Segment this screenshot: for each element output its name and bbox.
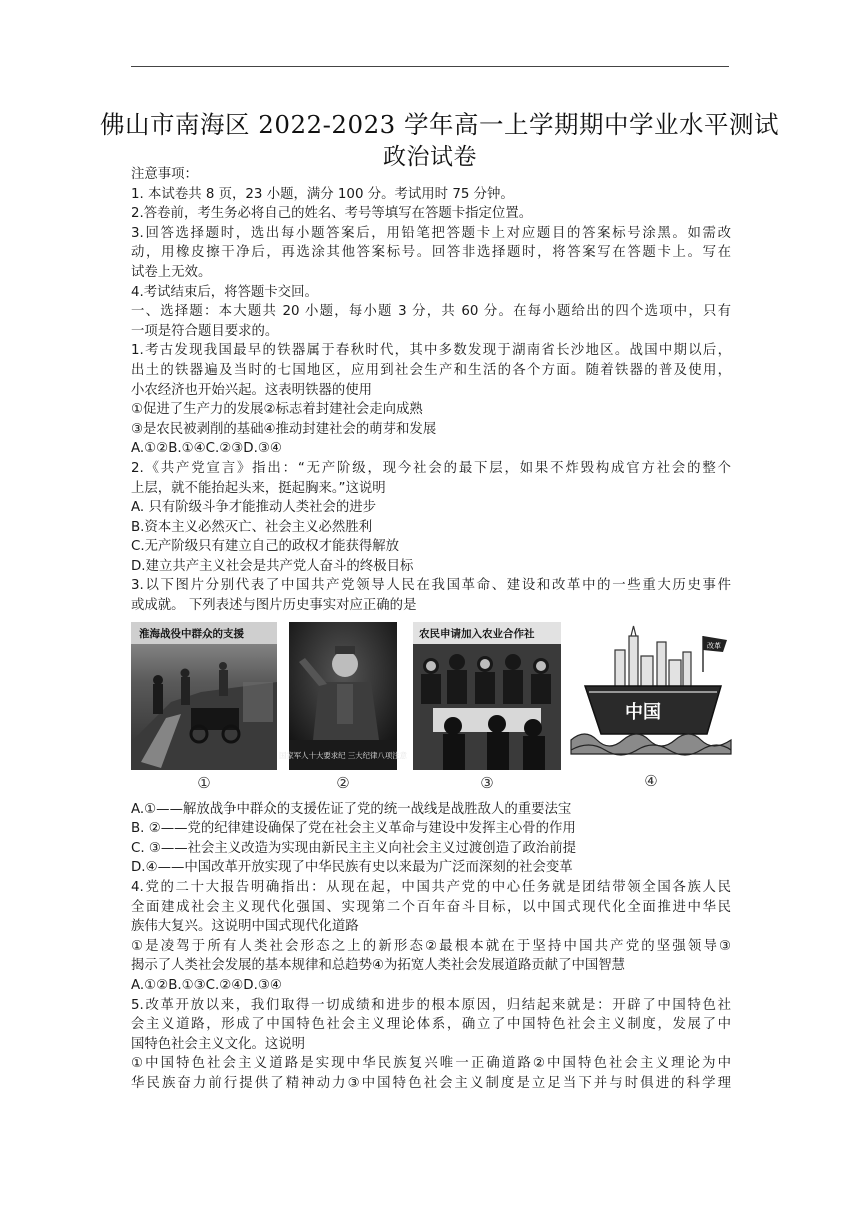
figure-huaihai	[131, 622, 277, 792]
q2-choice-a: A. 只有阶级斗争才能推动人类社会的进步	[131, 500, 377, 516]
figure-discipline	[279, 622, 407, 792]
q3-stem: 或成就。 下列表述与图片历史事实对应正确的是	[131, 598, 417, 614]
q1-stem: 1.考古发现我国最早的铁器属于春秋时代，其中多数发现于湖南省长沙地区。战国中期以后，	[131, 343, 731, 359]
q3-choice-c: C. ③——社会主义改造为实现由新民主主义向社会主义过渡创造了政治前提	[131, 840, 576, 856]
notice-item: 1. 本试卷共 8 页，23 小题，满分 100 分。考试用时 75 分钟。	[131, 186, 514, 202]
q3-choice-a: A.①——解放战争中群众的支援佐证了党的统一战线是战胜敌人的重要法宝	[131, 801, 572, 817]
q3-stem: 3.以下图片分别代表了中国共产党领导人民在我国革命、建设和改革中的一些重大历史事件	[131, 578, 731, 594]
exam-body	[131, 165, 731, 1094]
banner-text: 国家军人十大要求纪 三大纪律八项注意	[279, 750, 407, 760]
q4-options: 揭示了人类社会发展的基本规律和总趋势④为拓宽人类社会发展道路贡献了中国智慧	[131, 958, 626, 974]
reform-ship-drawing	[571, 622, 731, 770]
figure-cooperative	[413, 622, 561, 792]
q2-choice-b: B.资本主义必然灭亡、社会主义必然胜利	[131, 519, 373, 535]
exam-subtitle: 政治试卷	[383, 144, 477, 170]
flag-label: 改革	[707, 641, 721, 650]
q4-options: ①是凌驾于所有人类社会形态之上的新形态②最根本就在于坚持中国共产党的坚强领导③	[131, 938, 731, 954]
huaihai-photo	[131, 622, 277, 770]
q3-choice-d: D.④——中国改革开放实现了中华民族有史以来最为广泛而深刻的社会变革	[131, 860, 573, 876]
figure-number: ③	[480, 773, 494, 792]
figure-caption: 淮海战役中群众的支援	[139, 627, 244, 640]
ship-label: 中国	[625, 701, 661, 723]
q2-choice-c: C.无产阶级只有建立自己的政权才能获得解放	[131, 539, 400, 555]
q5-stem: 国特色社会主义文化。这说明	[131, 1036, 306, 1052]
section-heading: 一、选择题：本大题共 20 小题，每小题 3 分，共 60 分。在每小题给出的四个选项中，只有	[131, 304, 731, 320]
notice-item: 2.答卷前，考生务必将自己的姓名、考号等填写在答题卡指定位置。	[131, 206, 533, 222]
q2-stem: 2.《共产党宣言》指出：“无产阶级，现今社会的最下层，如果不炸毁构成官方社会的整个	[131, 460, 731, 476]
q1-choices: A.①②B.①④C.②③D.③④	[131, 441, 282, 457]
notice-item: 4.考试结束后，将答题卡交回。	[131, 284, 318, 300]
figure-number: ②	[336, 773, 350, 792]
figure-reform-ship	[571, 622, 731, 790]
q5-stem: 会主义道路，形成了中国特色社会主义理论体系，确立了中国特色社会主义制度，发展了中	[131, 1017, 731, 1033]
q2-choice-d: D.建立共产主义社会是共产党人奋斗的终极目标	[131, 558, 414, 574]
q5-stem: 5.改革开放以来，我们取得一切成绩和进步的根本原因，归结起来就是：开辟了中国特色社	[131, 997, 731, 1013]
figure-number: ④	[644, 771, 658, 790]
notice-heading: 注意事项：	[131, 167, 198, 182]
exam-title: 佛山市南海区 2022-2023 学年高一上学期期中学业水平测试	[100, 110, 780, 139]
notice-item: 动，用橡皮擦干净后，再选涂其他答案标号。回答非选择题时，将答案写在答题卡上。写在	[131, 245, 731, 261]
q5-options: ①中国特色社会主义道路是实现中华民族复兴唯一正确道路②中国特色社会主义理论为中	[131, 1056, 731, 1072]
notice-item: 试卷上无效。	[131, 264, 212, 280]
q1-stem: 小农经济也开始兴起。这表明铁器的使用	[131, 382, 373, 398]
q2-stem: 上层，就不能抬起头来，挺起胸来。”这说明	[131, 480, 386, 496]
cooperative-photo	[413, 622, 561, 770]
q1-options: ①促进了生产力的发展②标志着封建社会走向成熟	[131, 402, 423, 418]
notice-item: 3.回答选择题时，选出每小题答案后，用铅笔把答题卡上对应题目的答案标号涂黑。如需改	[131, 225, 731, 241]
q1-options: ③是农民被剥削的基础④推动封建社会的萌芽和发展	[131, 421, 437, 437]
q4-stem: 4.党的二十大报告明确指出：从现在起，中国共产党的中心任务就是团结带领全国各族人民	[131, 880, 731, 896]
q4-choices: A.①②B.①③C.②④D.③④	[131, 978, 282, 993]
q5-options: 华民族奋力前行提供了精神动力③中国特色社会主义制度是立足当下并与时俱进的科学理	[131, 1075, 731, 1091]
figure-caption: 农民申请加入农业合作社	[419, 627, 535, 640]
figure-number: ①	[197, 773, 211, 792]
q4-stem: 族伟大复兴。这说明中国式现代化道路	[131, 919, 359, 935]
discipline-photo	[279, 622, 407, 770]
q4-stem: 全面建成社会主义现代化强国、实现第二个百年奋斗目标，以中国式现代化全面推进中华民	[131, 899, 731, 915]
q3-figures	[131, 622, 731, 800]
q3-choice-b: B. ②——党的纪律建设确保了党在社会主义革命与建设中发挥主心骨的作用	[131, 821, 576, 837]
section-heading-cont: 一项是符合题目要求的。	[131, 323, 279, 339]
header-rule	[131, 66, 729, 67]
q1-stem: 出土的铁器遍及当时的七国地区，应用到社会生产和生活的各个方面。随着铁器的普及使用，	[131, 362, 731, 378]
